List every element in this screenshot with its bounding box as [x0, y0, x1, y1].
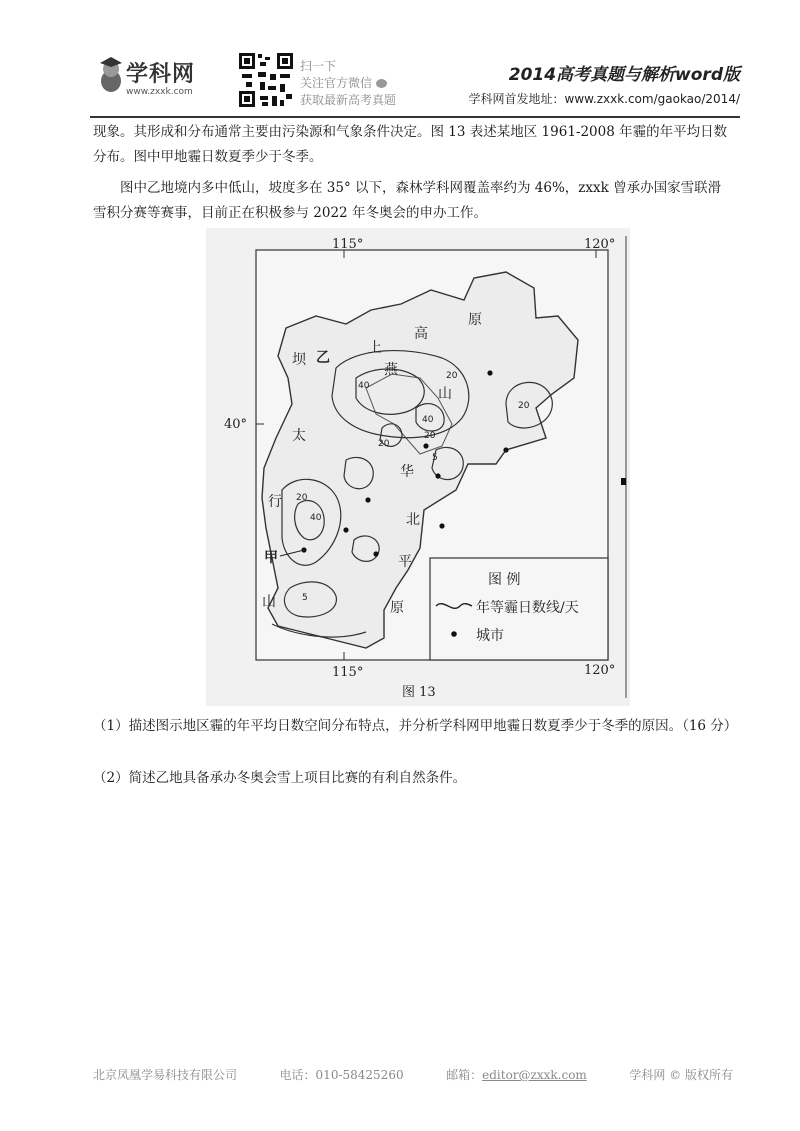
label-hang: 行 [268, 494, 282, 510]
label-yuan-bottom: 原 [390, 600, 404, 616]
footer-email-link[interactable]: editor@zxxk.com [482, 1068, 587, 1082]
haze-map-figure [206, 228, 630, 706]
logo [98, 55, 218, 105]
legend-city-label: 城市 [476, 628, 504, 644]
logo-text: 学科网 [126, 62, 196, 87]
label-shan-yan: 山 [438, 386, 452, 402]
qr-line-follow: 关注官方微信 [300, 75, 396, 92]
label-ba: 坝 [292, 352, 306, 368]
label-shang: 上 [368, 340, 382, 356]
contour-label: 40 [310, 513, 322, 523]
lon-label-115-bottom: 115° [332, 665, 364, 680]
header-title: 2014高考真题与解析word版 [508, 65, 740, 85]
label-yan: 燕 [384, 362, 398, 378]
contour-label: 40 [422, 415, 434, 425]
footer-phone: 电话：010-58425260 [279, 1068, 404, 1082]
footer-email [446, 1066, 587, 1083]
qr-line-scan: 扫一下 [300, 59, 337, 73]
contour-label: 5 [432, 453, 438, 463]
question-2: （2）简述乙地具备承办冬奥会雪上项目比赛的有利自然条件。 [93, 770, 467, 786]
legend-title: 图 例 [488, 572, 521, 588]
contour-label: 5 [302, 593, 308, 603]
contour-label: 20 [378, 439, 390, 449]
lat-label-40: 40° [224, 417, 248, 432]
contour-label: 20 [518, 401, 530, 411]
label-hua: 华 [400, 464, 414, 480]
contour-label: 20 [424, 431, 436, 441]
lon-label-120-bottom: 120° [584, 663, 616, 678]
address-label: 学科网首发地址： [468, 92, 565, 106]
qr-caption [300, 58, 396, 109]
page-header [0, 0, 800, 120]
qr-code-icon [238, 52, 294, 108]
label-ping: 平 [398, 554, 412, 570]
lon-label-115-top: 115° [332, 237, 364, 252]
footer-company: 北京凤凰学易科技有限公司 [93, 1068, 238, 1082]
contour-label: 20 [296, 493, 308, 503]
question-1: （1）描述图示地区霾的年平均日数空间分布特点，并分析学科网甲地霾日数夏季少于冬季的原因。（16 分） [93, 718, 738, 734]
contour-label: 40 [358, 381, 370, 391]
label-bei: 北 [406, 512, 420, 528]
logo-mascot-icon [98, 55, 124, 95]
paragraph-region: 图中乙地境内多中低山，坡度多在 35° 以下，森林学科网覆盖率约为 46%，zxxk 曾承办国家雪联滑雪积分赛等赛事，目前正在积极参与 2022 年冬奥会的申办工作。 [93, 180, 722, 221]
paragraph-intro: 现象。其形成和分布通常主要由污染源和气象条件决定。图 13 表述某地区 1961-2008 年霾的年平均日数分布。图中甲地霾日数夏季少于冬季。 [93, 124, 728, 165]
footer-rights: 学科网 © 版权所有 [629, 1068, 733, 1082]
label-yuan-top: 原 [468, 312, 482, 328]
label-shan-taihang: 山 [262, 594, 276, 610]
label-jia: 甲 [264, 550, 278, 566]
contour-label: 20 [446, 371, 458, 381]
figure-caption: 图 13 [402, 685, 436, 700]
side-mark [621, 478, 626, 485]
legend-isoline-label: 年等霾日数线/天 [476, 600, 579, 616]
footer-email-label: 邮箱： [446, 1068, 483, 1082]
page-footer [93, 1066, 733, 1083]
map-legend [430, 558, 608, 660]
wechat-icon [376, 79, 387, 88]
qr-line-get: 获取最新高考真题 [300, 93, 397, 107]
label-tai: 太 [292, 428, 306, 444]
header-divider [90, 116, 740, 118]
header-address [469, 90, 740, 107]
address-url[interactable]: www.zxxk.com/gaokao/2014/ [564, 92, 740, 106]
label-yi: 乙 [316, 350, 330, 366]
logo-url: www.zxxk.com [126, 87, 193, 97]
city-legend-icon [451, 631, 457, 637]
label-gao: 高 [414, 326, 428, 342]
lon-label-120-top: 120° [584, 237, 616, 252]
haze-map [206, 228, 630, 706]
